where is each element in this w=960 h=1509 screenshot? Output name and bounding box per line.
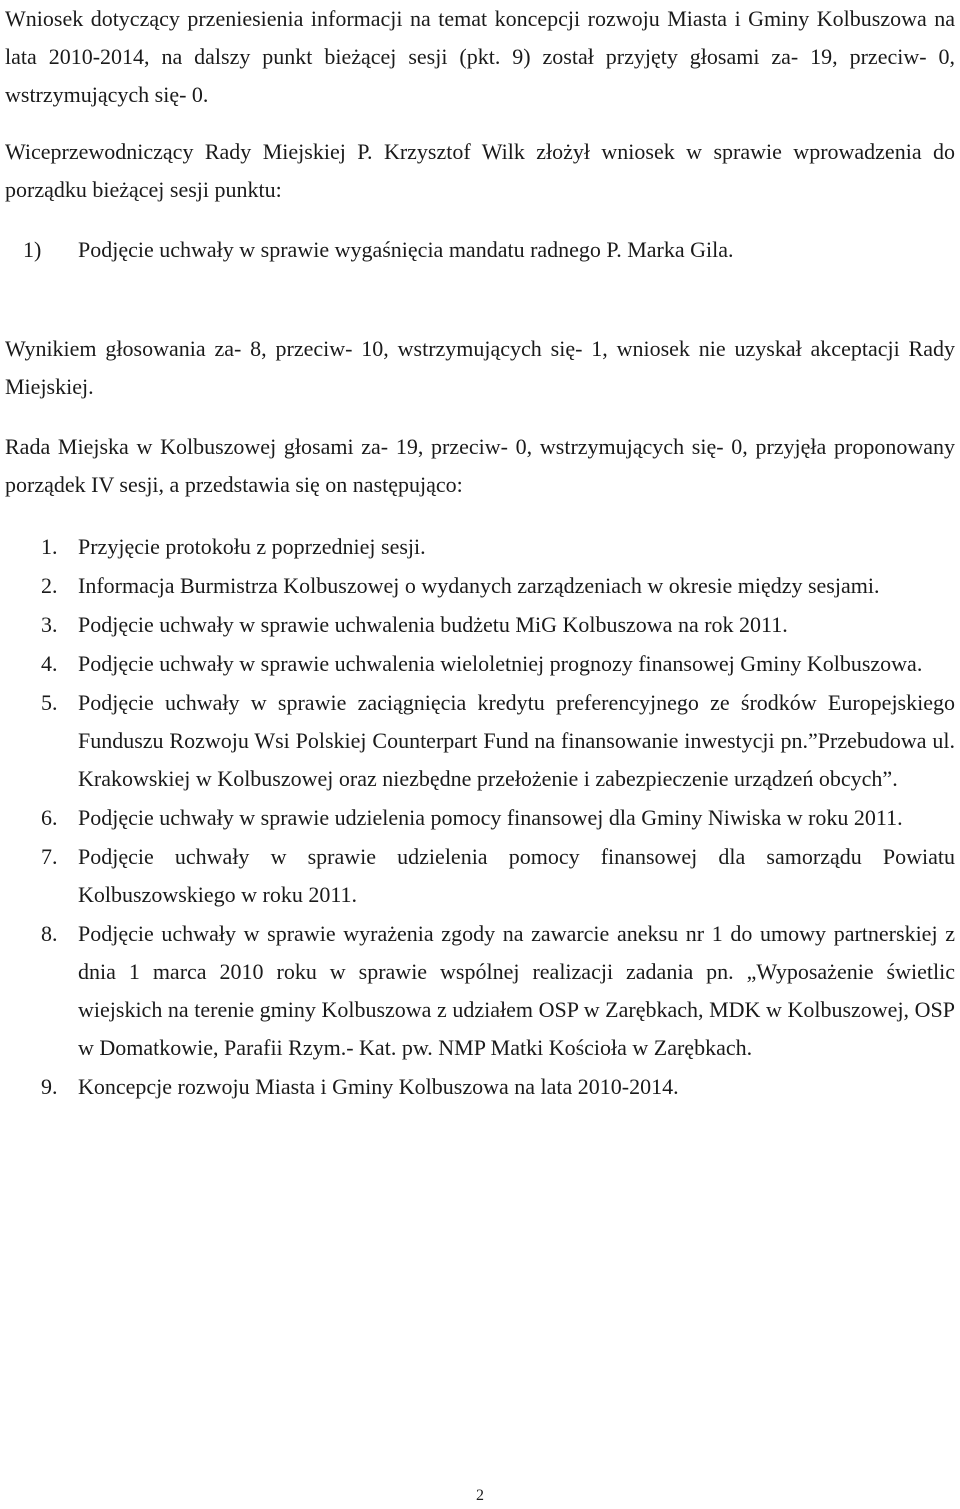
list-item-text: Podjęcie uchwały w sprawie wyrażenia zgody na zawarcie aneksu nr 1 do umowy partnerskiej z dnia 1 marca 2010 roku w sprawie wspólnej realizacji zadania pn. „Wyposażenie świetlic wiejskich na terenie gminy Kolbuszowa z udziałem OSP w Zarębkach, MDK w Kolbuszowej, OSP w Domatkowie, Parafii Rzym.- Kat. pw. NMP Matki Kościoła w Zarębkach. — [78, 921, 955, 1060]
list-item-number: 5. — [41, 690, 58, 715]
list-item-number: 1) — [23, 237, 42, 262]
list-item — [5, 684, 955, 798]
list-item-number: 8. — [41, 921, 58, 946]
list-item — [5, 567, 955, 605]
list-item-text: Podjęcie uchwały w sprawie udzielenia pomocy finansowej dla samorządu Powiatu Kolbuszowskiego w roku 2011. — [78, 844, 955, 907]
list-item-number: 7. — [41, 844, 58, 869]
list-item — [5, 528, 955, 566]
agenda-list — [5, 528, 955, 1106]
list-item — [5, 799, 955, 837]
list-item-number: 4. — [41, 651, 58, 676]
proposed-item-list — [5, 231, 955, 269]
list-item — [5, 915, 955, 1067]
list-item-text: Przyjęcie protokołu z poprzedniej sesji. — [78, 534, 426, 559]
list-item-number: 1. — [41, 534, 58, 559]
list-item — [5, 645, 955, 683]
paragraph-vice-chairman-motion: Wiceprzewodniczący Rady Miejskiej P. Krzysztof Wilk złożył wniosek w sprawie wprowadzenia do porządku bieżącej sesji punktu: — [5, 139, 955, 202]
list-item — [5, 838, 955, 914]
list-item-text: Podjęcie uchwały w sprawie zaciągnięcia kredytu preferencyjnego ze środków Europejskiego Funduszu Rozwoju Wsi Polskiej Counterpart Fund na finansowanie inwestycji pn.”Przebudowa ul. Krakowskiej w Kolbuszowej oraz niezbędne przełożenie i zabezpieczenie urządzeń obcych”. — [78, 690, 955, 791]
list-item-number: 3. — [41, 612, 58, 637]
list-item — [5, 1068, 955, 1106]
paragraph-motion-postponement: Wniosek dotyczący przeniesienia informacji na temat koncepcji rozwoju Miasta i Gminy Kolbuszowa na lata 2010-2014, na dalszy punkt bieżącej sesji (pkt. 9) został przyjęty głosami za- 19, przeciw- 0, wstrzymujących się- 0. — [5, 6, 955, 107]
list-item-number: 6. — [41, 805, 58, 830]
list-item-text: Informacja Burmistrza Kolbuszowej o wydanych zarządzeniach w okresie między sesjami. — [78, 573, 880, 598]
paragraph-agenda-adoption: Rada Miejska w Kolbuszowej głosami za- 19, przeciw- 0, wstrzymujących się- 0, przyjęła proponowany porządek IV sesji, a przedstawia się on następująco: — [5, 434, 955, 497]
list-item-text: Podjęcie uchwały w sprawie udzielenia pomocy finansowej dla Gminy Niwiska w roku 2011. — [78, 805, 903, 830]
page-number: 2 — [476, 1487, 484, 1504]
list-item-number: 2. — [41, 573, 58, 598]
list-item — [5, 231, 955, 269]
list-item — [5, 606, 955, 644]
list-item-text: Podjęcie uchwały w sprawie uchwalenia budżetu MiG Kolbuszowa na rok 2011. — [78, 612, 788, 637]
paragraph-vote-result: Wynikiem głosowania za- 8, przeciw- 10, wstrzymujących się- 1, wniosek nie uzyskał akceptacji Rady Miejskiej. — [5, 336, 955, 399]
list-item-text: Koncepcje rozwoju Miasta i Gminy Kolbuszowa na lata 2010-2014. — [78, 1074, 679, 1099]
list-item-text: Podjęcie uchwały w sprawie wygaśnięcia mandatu radnego P. Marka Gila. — [78, 237, 734, 262]
list-item-number: 9. — [41, 1074, 58, 1099]
list-item-text: Podjęcie uchwały w sprawie uchwalenia wieloletniej prognozy finansowej Gminy Kolbuszowa. — [78, 651, 923, 676]
